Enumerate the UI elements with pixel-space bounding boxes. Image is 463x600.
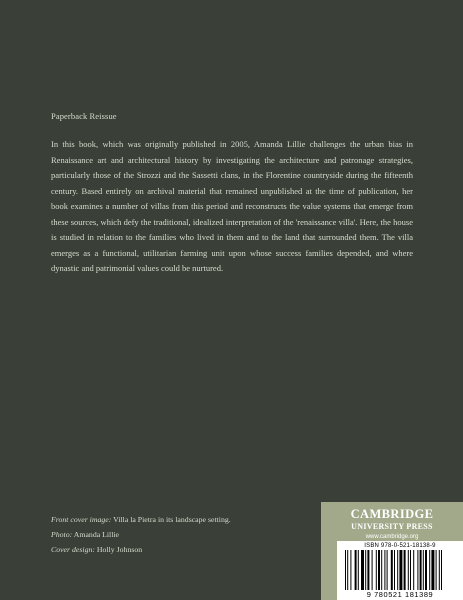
series-label: Paperback Reissue (51, 111, 117, 121)
front-cover-value: Villa la Pietra in its landscape setting. (113, 515, 231, 524)
publisher-name: CAMBRIDGE (350, 507, 434, 521)
photo-credit (51, 527, 231, 542)
design-credit (51, 542, 231, 557)
publisher-subname: UNIVERSITY PRESS (351, 522, 433, 531)
front-cover-credit (51, 512, 231, 527)
barcode-digits: 9 780521 181389 (366, 590, 434, 599)
isbn-barcode (337, 541, 463, 600)
photo-value: Amanda Lillie (73, 530, 120, 540)
design-value: Holly Johnson (96, 545, 143, 555)
book-description: In this book, which was originally published in 2005, Amanda Lillie challenges the urban bias in Renaissance art and architectural history by investigating the architecture and patronage strategies, particularly those of the Strozzi and the Sassetti clans, in the Florentine countryside during the fifteenth century. Based entirely on archival material that remained unpublished at the time of publication, her book examines a number of villas from this period and reconstructs the value systems that emerge from these sources, which defy the traditional, idealized interpretation of the 'renaissance villa'. Here, the house is studied in relation to the families who lived in them and to the land that surrounded them. The villa emerges as a functional, utilitarian farming unit upon whose success families depended, and where dynastic and patrimonial values could be nurtured. (51, 139, 413, 273)
photo-label: Photo: (51, 530, 73, 540)
isbn-label: ISBN 978-0-521-18138-9 (364, 543, 436, 549)
cover-credits (51, 512, 231, 558)
design-label: Cover design: (51, 545, 95, 555)
publisher-website: www.cambridge.org (365, 534, 419, 540)
front-cover-label: Front cover image: (51, 515, 112, 524)
barcode-icon (343, 550, 457, 590)
